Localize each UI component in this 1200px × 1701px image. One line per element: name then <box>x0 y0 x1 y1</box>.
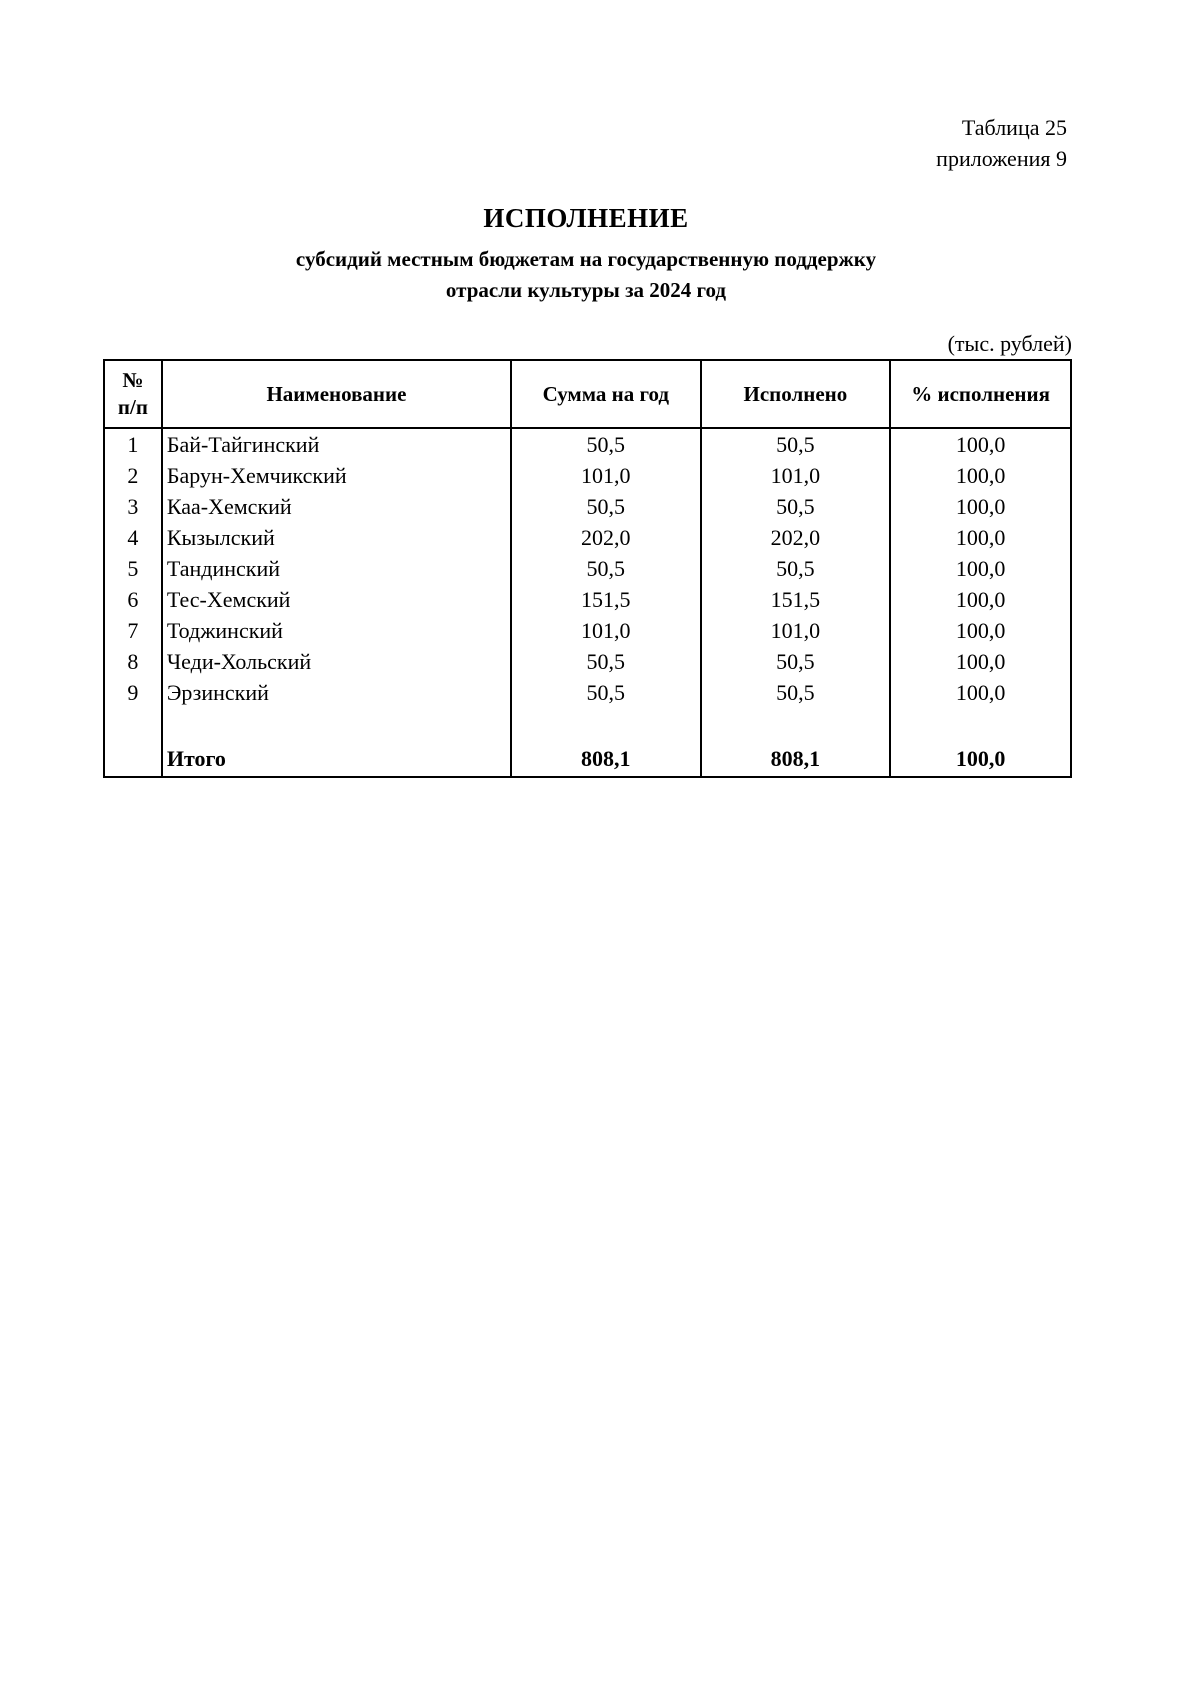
header-number <box>104 360 162 428</box>
document-title: ИСПОЛНЕНИЕ <box>483 203 689 233</box>
row-done: 50,5 <box>701 553 891 584</box>
row-percent: 100,0 <box>890 677 1071 708</box>
table-row <box>104 677 1071 708</box>
header-percent: % исполнения <box>890 360 1071 428</box>
row-sum: 50,5 <box>511 491 701 522</box>
row-done: 151,5 <box>701 584 891 615</box>
row-number: 2 <box>104 460 162 491</box>
table-row <box>104 553 1071 584</box>
row-sum: 50,5 <box>511 428 701 460</box>
row-percent: 100,0 <box>890 491 1071 522</box>
subtitle-line-2: отрасли культуры за 2024 год <box>445 278 727 302</box>
header-sum: Сумма на год <box>511 360 701 428</box>
row-name: Тоджинский <box>162 615 511 646</box>
row-done: 50,5 <box>701 646 891 677</box>
row-percent: 100,0 <box>890 646 1071 677</box>
table-total-row <box>104 740 1071 777</box>
total-label: Итого <box>162 740 511 777</box>
row-sum: 101,0 <box>511 615 701 646</box>
row-name: Бай-Тайгинский <box>162 428 511 460</box>
total-number <box>104 740 162 777</box>
total-done: 808,1 <box>701 740 891 777</box>
row-sum: 50,5 <box>511 677 701 708</box>
row-name: Тес-Хемский <box>162 584 511 615</box>
row-done: 101,0 <box>701 460 891 491</box>
total-sum: 808,1 <box>511 740 701 777</box>
row-sum: 151,5 <box>511 584 701 615</box>
row-percent: 100,0 <box>890 522 1071 553</box>
table-row <box>104 584 1071 615</box>
table-row <box>104 646 1071 677</box>
row-done: 50,5 <box>701 491 891 522</box>
row-name: Чеди-Хольский <box>162 646 511 677</box>
subtitle-line-1: субсидий местным бюджетам на государственную поддержку <box>295 247 877 271</box>
row-percent: 100,0 <box>890 584 1071 615</box>
row-percent: 100,0 <box>890 553 1071 584</box>
row-sum: 101,0 <box>511 460 701 491</box>
row-number: 1 <box>104 428 162 460</box>
row-done: 202,0 <box>701 522 891 553</box>
units-note: (тыс. рублей) <box>947 331 1072 356</box>
row-sum: 50,5 <box>511 553 701 584</box>
row-number: 4 <box>104 522 162 553</box>
row-done: 101,0 <box>701 615 891 646</box>
row-name: Тандинский <box>162 553 511 584</box>
table-row <box>104 615 1071 646</box>
table-header-row <box>104 360 1071 428</box>
subsidy-execution-table <box>103 359 1072 778</box>
reference-appendix: приложения 9 <box>936 146 1067 171</box>
row-sum: 202,0 <box>511 522 701 553</box>
header-done: Исполнено <box>701 360 891 428</box>
table-row <box>104 460 1071 491</box>
row-number: 7 <box>104 615 162 646</box>
table-spacer-row <box>104 708 1071 740</box>
row-percent: 100,0 <box>890 615 1071 646</box>
row-name: Кызылский <box>162 522 511 553</box>
table-row <box>104 522 1071 553</box>
row-percent: 100,0 <box>890 428 1071 460</box>
header-number-pp: п/п <box>117 395 148 419</box>
row-number: 8 <box>104 646 162 677</box>
table-reference <box>936 112 1067 174</box>
row-number: 3 <box>104 491 162 522</box>
row-name: Барун-Хемчикский <box>162 460 511 491</box>
row-number: 5 <box>104 553 162 584</box>
row-number: 9 <box>104 677 162 708</box>
row-done: 50,5 <box>701 677 891 708</box>
row-sum: 50,5 <box>511 646 701 677</box>
total-percent: 100,0 <box>890 740 1071 777</box>
row-percent: 100,0 <box>890 460 1071 491</box>
row-name: Каа-Хемский <box>162 491 511 522</box>
row-done: 50,5 <box>701 428 891 460</box>
header-number-sign: № <box>122 368 144 392</box>
table-row <box>104 491 1071 522</box>
document-subtitle <box>0 244 1172 306</box>
header-name: Наименование <box>162 360 511 428</box>
reference-table-number: Таблица 25 <box>961 115 1067 140</box>
row-number: 6 <box>104 584 162 615</box>
table-row <box>104 428 1071 460</box>
row-name: Эрзинский <box>162 677 511 708</box>
